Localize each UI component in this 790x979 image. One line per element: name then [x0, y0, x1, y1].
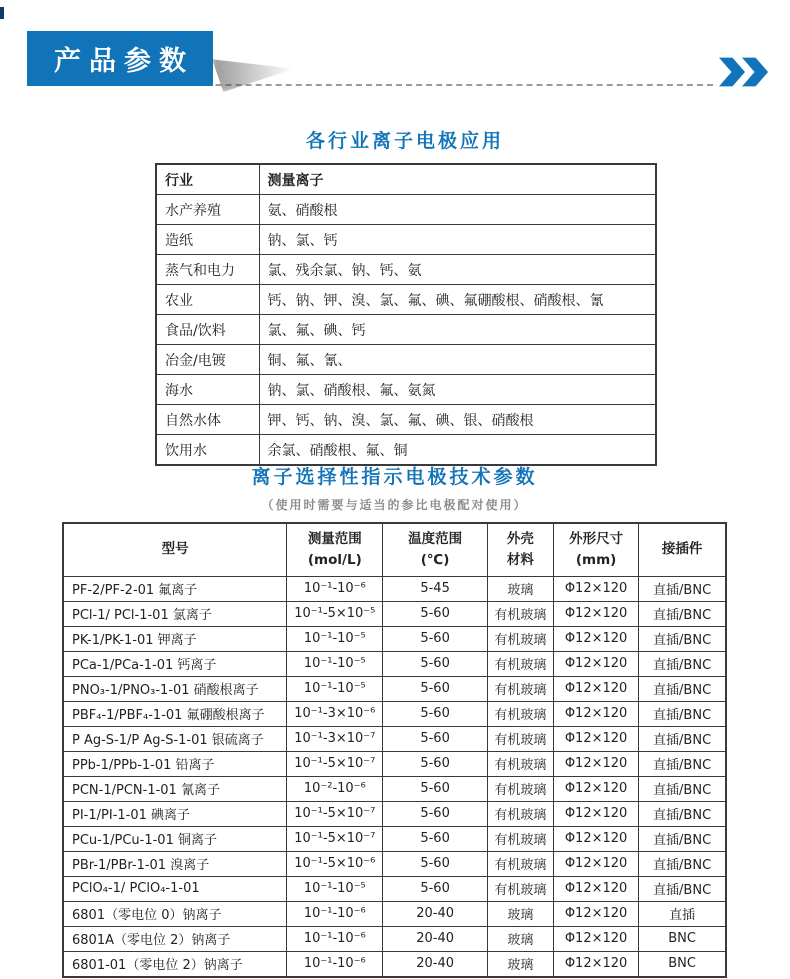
specs-header-cell [287, 523, 383, 576]
electrode-specs-section [0, 462, 790, 978]
temp-cell: 5-60 [383, 701, 487, 726]
size-cell: Φ12×120 [553, 951, 638, 977]
material-cell: 有机玻璃 [487, 601, 553, 626]
model-cell: P Ag-S-1/P Ag-S-1-01 银硫离子 [63, 726, 287, 751]
temp-cell: 5-60 [383, 601, 487, 626]
model-cell: 6801-01（零电位 2）钠离子 [63, 951, 287, 977]
industry-cell: 食品/饮料 [156, 315, 259, 345]
ions-cell: 氯、残余氯、钠、钙、氨 [259, 255, 656, 285]
model-cell: PClO₄-1/ PClO₄-1-01 [63, 876, 287, 901]
temp-cell: 20-40 [383, 901, 487, 926]
temp-cell: 5-60 [383, 776, 487, 801]
connector-cell: 直插/BNC [639, 876, 726, 901]
connector-cell: 直插/BNC [639, 776, 726, 801]
table-row [63, 801, 726, 826]
table-row [63, 651, 726, 676]
range-cell: 10⁻¹-10⁻⁵ [287, 626, 383, 651]
table-row [156, 225, 656, 255]
ions-cell: 氨、硝酸根 [259, 195, 656, 225]
model-cell: PI-1/PI-1-01 碘离子 [63, 801, 287, 826]
industry-cell: 海水 [156, 375, 259, 405]
range-cell: 10⁻¹-10⁻⁵ [287, 876, 383, 901]
industry-cell: 水产养殖 [156, 195, 259, 225]
ions-cell: 钙、钠、钾、溴、氯、氟、碘、氟硼酸根、硝酸根、氰 [259, 285, 656, 315]
table-row [63, 626, 726, 651]
temp-cell: 20-40 [383, 926, 487, 951]
material-cell: 有机玻璃 [487, 776, 553, 801]
specs-table [62, 522, 727, 978]
temp-cell: 20-40 [383, 951, 487, 977]
temp-cell: 5-60 [383, 651, 487, 676]
size-cell: Φ12×120 [553, 576, 638, 601]
model-cell: PCa-1/PCa-1-01 钙离子 [63, 651, 287, 676]
connector-cell: 直插/BNC [639, 576, 726, 601]
connector-cell: 直插/BNC [639, 751, 726, 776]
specs-header-cell [553, 523, 638, 576]
temp-cell: 5-60 [383, 751, 487, 776]
table-row [63, 726, 726, 751]
connector-cell: 直插/BNC [639, 826, 726, 851]
table-row [63, 951, 726, 977]
specs-header-cell [639, 523, 726, 576]
model-cell: PCu-1/PCu-1-01 铜离子 [63, 826, 287, 851]
size-cell: Φ12×120 [553, 926, 638, 951]
connector-cell: 直插/BNC [639, 601, 726, 626]
double-chevron-icon [719, 57, 769, 91]
banner-shadow [212, 52, 294, 92]
model-cell: PCN-1/PCN-1-01 氰离子 [63, 776, 287, 801]
header-line: (mm) [575, 551, 617, 568]
model-cell: PBr-1/PBr-1-01 溴离子 [63, 851, 287, 876]
table-row [156, 315, 656, 345]
size-cell: Φ12×120 [553, 751, 638, 776]
material-cell: 有机玻璃 [487, 876, 553, 901]
material-cell: 玻璃 [487, 901, 553, 926]
range-cell: 10⁻¹-5×10⁻⁵ [287, 601, 383, 626]
size-cell: Φ12×120 [553, 776, 638, 801]
table-row [63, 926, 726, 951]
range-cell: 10⁻¹-5×10⁻⁷ [287, 751, 383, 776]
ions-cell: 氯、氟、碘、钙 [259, 315, 656, 345]
material-cell: 有机玻璃 [487, 826, 553, 851]
header-line: 型号 [161, 541, 189, 558]
material-cell: 有机玻璃 [487, 851, 553, 876]
range-cell: 10⁻¹-10⁻⁶ [287, 951, 383, 977]
material-cell: 玻璃 [487, 926, 553, 951]
connector-cell: 直插 [639, 901, 726, 926]
industry-cell: 冶金/电镀 [156, 345, 259, 375]
table-row [156, 195, 656, 225]
range-cell: 10⁻¹-10⁻⁵ [287, 651, 383, 676]
connector-cell: BNC [639, 951, 726, 977]
model-cell: PF-2/PF-2-01 氟离子 [63, 576, 287, 601]
range-cell: 10⁻¹-3×10⁻⁷ [287, 726, 383, 751]
header-line: (mol/L) [307, 551, 362, 568]
page-title-box [27, 31, 213, 86]
model-cell: 6801A（零电位 2）钠离子 [63, 926, 287, 951]
size-cell: Φ12×120 [553, 901, 638, 926]
size-cell: Φ12×120 [553, 676, 638, 701]
temp-cell: 5-45 [383, 576, 487, 601]
table-row [156, 345, 656, 375]
table-row [63, 676, 726, 701]
industry-cell: 造纸 [156, 225, 259, 255]
industry-table [155, 163, 657, 466]
temp-cell: 5-60 [383, 851, 487, 876]
industry-table-body [156, 195, 656, 466]
header-line: (℃) [420, 551, 450, 568]
ions-cell: 钾、钙、钠、溴、氯、氟、碘、银、硝酸根 [259, 405, 656, 435]
model-cell: 6801（零电位 0）钠离子 [63, 901, 287, 926]
industry-cell: 农业 [156, 285, 259, 315]
connector-cell: 直插/BNC [639, 701, 726, 726]
header-line: 接插件 [661, 541, 703, 558]
ions-cell: 余氯、硝酸根、氟、铜 [259, 435, 656, 466]
table-row [63, 776, 726, 801]
header-line: 测量范围 [307, 531, 362, 547]
temp-cell: 5-60 [383, 801, 487, 826]
table-row [156, 375, 656, 405]
table-row [156, 285, 656, 315]
ions-cell: 钠、氯、硝酸根、氟、氨氮 [259, 375, 656, 405]
table-row [63, 701, 726, 726]
temp-cell: 5-60 [383, 876, 487, 901]
model-cell: PBF₄-1/PBF₄-1-01 氟硼酸根离子 [63, 701, 287, 726]
header-line: 材料 [506, 551, 534, 568]
range-cell: 10⁻¹-10⁻⁶ [287, 576, 383, 601]
material-cell: 有机玻璃 [487, 651, 553, 676]
model-cell: PPb-1/PPb-1-01 铅离子 [63, 751, 287, 776]
header-line: 外形尺寸 [569, 531, 624, 547]
section1-title: 各行业离子电极应用 [305, 130, 504, 152]
ions-header-cell: 测量离子 [259, 164, 656, 195]
specs-header-cell [383, 523, 487, 576]
material-cell: 玻璃 [487, 951, 553, 977]
connector-cell: 直插/BNC [639, 851, 726, 876]
table-row [63, 901, 726, 926]
range-cell: 10⁻¹-5×10⁻⁷ [287, 826, 383, 851]
material-cell: 玻璃 [487, 576, 553, 601]
model-cell: PCl-1/ PCl-1-01 氯离子 [63, 601, 287, 626]
ions-cell: 钠、氯、钙 [259, 225, 656, 255]
model-cell: PK-1/PK-1-01 钾离子 [63, 626, 287, 651]
model-cell: PNO₃-1/PNO₃-1-01 硝酸根离子 [63, 676, 287, 701]
material-cell: 有机玻璃 [487, 626, 553, 651]
section2-title: 离子选择性指示电极技术参数 [251, 466, 538, 488]
table-row [63, 851, 726, 876]
table-row [63, 601, 726, 626]
industry-cell: 饮用水 [156, 435, 259, 466]
size-cell: Φ12×120 [553, 876, 638, 901]
material-cell: 有机玻璃 [487, 726, 553, 751]
material-cell: 有机玻璃 [487, 676, 553, 701]
range-cell: 10⁻¹-10⁻⁶ [287, 926, 383, 951]
industry-cell: 自然水体 [156, 405, 259, 435]
table-row [63, 576, 726, 601]
size-cell: Φ12×120 [553, 801, 638, 826]
specs-table-body [63, 576, 726, 977]
size-cell: Φ12×120 [553, 651, 638, 676]
specs-header-cell [487, 523, 553, 576]
temp-cell: 5-60 [383, 626, 487, 651]
range-cell: 10⁻¹-3×10⁻⁶ [287, 701, 383, 726]
section2-subtitle: （使用时需要与适当的参比电极配对使用） [261, 498, 528, 512]
connector-cell: 直插/BNC [639, 801, 726, 826]
industry-applications-section [0, 126, 790, 466]
temp-cell: 5-60 [383, 676, 487, 701]
range-cell: 10⁻¹-10⁻⁵ [287, 676, 383, 701]
industry-header-cell: 行业 [156, 164, 259, 195]
size-cell: Φ12×120 [553, 626, 638, 651]
size-cell: Φ12×120 [553, 601, 638, 626]
industry-table-header-row [156, 164, 656, 195]
specs-header-cell [63, 523, 287, 576]
left-edge-accent [0, 7, 4, 19]
industry-cell: 蒸气和电力 [156, 255, 259, 285]
connector-cell: BNC [639, 926, 726, 951]
table-row [156, 255, 656, 285]
range-cell: 10⁻¹-5×10⁻⁷ [287, 801, 383, 826]
size-cell: Φ12×120 [553, 826, 638, 851]
table-row [63, 826, 726, 851]
table-row [63, 751, 726, 776]
connector-cell: 直插/BNC [639, 626, 726, 651]
range-cell: 10⁻²-10⁻⁶ [287, 776, 383, 801]
connector-cell: 直插/BNC [639, 726, 726, 751]
ions-cell: 铜、氟、氰、 [259, 345, 656, 375]
table-row [156, 435, 656, 466]
page-title: 产品参数 [54, 46, 194, 77]
material-cell: 有机玻璃 [487, 751, 553, 776]
size-cell: Φ12×120 [553, 726, 638, 751]
connector-cell: 直插/BNC [639, 651, 726, 676]
temp-cell: 5-60 [383, 826, 487, 851]
connector-cell: 直插/BNC [639, 676, 726, 701]
temp-cell: 5-60 [383, 726, 487, 751]
size-cell: Φ12×120 [553, 851, 638, 876]
table-row [63, 876, 726, 901]
range-cell: 10⁻¹-5×10⁻⁶ [287, 851, 383, 876]
range-cell: 10⁻¹-10⁻⁶ [287, 901, 383, 926]
header-line: 温度范围 [408, 531, 463, 547]
header-line: 外壳 [506, 531, 534, 547]
material-cell: 有机玻璃 [487, 801, 553, 826]
material-cell: 有机玻璃 [487, 701, 553, 726]
size-cell: Φ12×120 [553, 701, 638, 726]
table-row [156, 405, 656, 435]
specs-table-header-row [63, 523, 726, 576]
